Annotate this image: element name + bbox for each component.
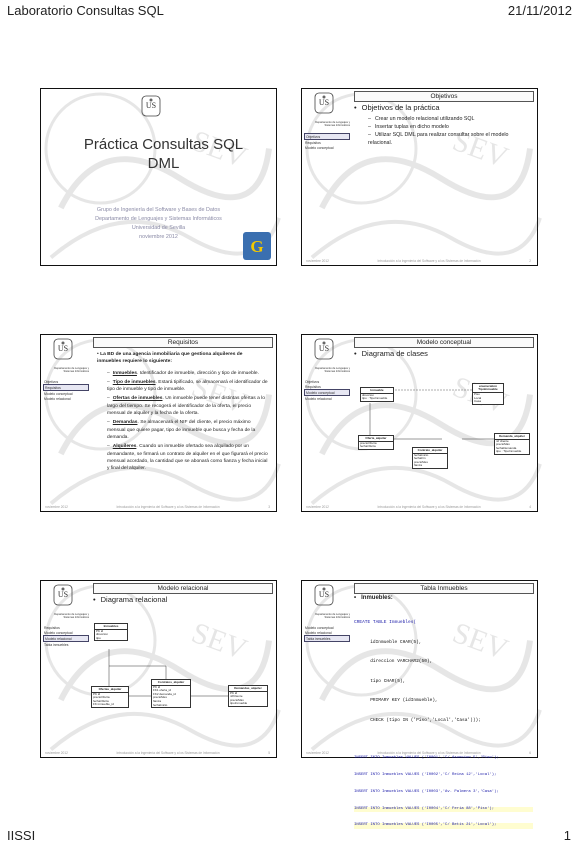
sidebar-caption: Departamento de Lenguajes y Sistemas Informáticos: [54, 367, 89, 373]
slide-thumbnail[interactable]: [301, 88, 538, 266]
table-name: Contratos_alquiler: [152, 680, 190, 686]
sidebar-item: Requisitos: [44, 625, 60, 630]
definition: . Cuando un inmueble ofertado sea alquilado por un demandante, se firmará un contrato de alquiler en el que figurará el precio mensual acordado, la cantidad que se abonará como fianza y fecha inicial y final del alquiler.: [107, 444, 268, 472]
code-line: CREATE TABLE Inmuebles(: [354, 620, 417, 625]
uml-class: [472, 383, 504, 405]
slide-number: 4: [529, 504, 531, 509]
table-column: fechaOferta: [93, 698, 109, 703]
relational-diagram-connectors: [41, 581, 278, 759]
bullet-text: • Inmuebles:: [354, 595, 533, 601]
slide-number: 2: [529, 258, 531, 263]
code-line: PRIMARY KEY (idInmueble),: [354, 698, 438, 703]
table-column: FK2 demanda_id: [153, 691, 176, 696]
db-table: [91, 686, 129, 708]
footer-text: Introducción a la Ingeniería del Software y a los Sistemas de Información: [377, 504, 481, 509]
code-line: INSERT INTO Inmuebles VALUES ('I0001','C/ Asuncion 5','Piso');: [354, 756, 499, 761]
slide-thumbnail[interactable]: [301, 334, 538, 512]
university-seal-icon: [53, 338, 73, 360]
sidebar-caption: Departamento de Lenguajes y Sistemas Informáticos: [315, 121, 350, 127]
class-diagram-connectors: [302, 335, 539, 513]
page-footer-course: IISSI: [7, 828, 36, 843]
sidebar-item: Objetivos: [305, 379, 320, 384]
slide-thumbnail[interactable]: [40, 334, 277, 512]
table-column: PK id: [96, 628, 104, 633]
db-table: [94, 623, 128, 641]
sidebar-item: Modelo relacional: [305, 630, 332, 635]
code-line: tipo CHAR(5),: [354, 678, 406, 684]
bullet-text: • Diagrama de clases: [354, 349, 533, 358]
cover-subtitle-line: Grupo de Ingeniería del Software y Bases de Datos: [96, 207, 221, 213]
footer-text: Introducción a la Ingeniería del Software y a los Sistemas de Información: [116, 504, 220, 509]
slide-footer: [45, 750, 270, 755]
table-column: direccion: [96, 632, 109, 637]
table-column: PK id: [230, 690, 238, 695]
uml-class: [494, 433, 530, 455]
sidebar-caption: Departamento de Lenguajes y Sistemas Informáticos: [315, 367, 350, 373]
footer-date: noviembre 2012: [306, 504, 329, 509]
sidebar-caption: Departamento de Lenguajes y Sistemas Informáticos: [54, 613, 89, 619]
footer-date: noviembre 2012: [306, 258, 329, 263]
db-table: [151, 679, 191, 708]
code-line: INSERT INTO Inmuebles VALUES ('I0005','C/ Betis 21','Local');: [354, 823, 533, 829]
class-name: enumeration TipoInmueble: [473, 384, 503, 393]
class-name: Inmueble: [361, 388, 393, 394]
slide-sidebar: [304, 92, 350, 150]
slide-body: [354, 103, 533, 256]
table-name: Demandas_alquiler: [229, 686, 267, 692]
class-attribute: fechaOferta: [360, 444, 376, 449]
code-line: idInmueble CHAR(5),: [354, 639, 422, 645]
class-attribute: direccion: [362, 392, 375, 397]
definition: . Estará tipificado, se almacenará el identificador de tipo de inmueble y tipo de inmueble.: [107, 379, 268, 393]
sidebar-item: Modelo relacional: [305, 396, 332, 401]
sidebar-item: Requisitos: [43, 384, 89, 391]
slide-title: Requisitos: [93, 337, 273, 348]
footer-text: Introducción a la Ingeniería del Software y a los Sistemas de Información: [377, 258, 481, 263]
table-column: fianza: [153, 698, 162, 703]
table-name: Inmuebles: [95, 624, 127, 630]
list-item: [107, 443, 268, 472]
table-column: FK1 oferta_id: [153, 688, 172, 693]
list-item: – Insertar tuplas en dicho modelo: [368, 123, 533, 131]
cover-subtitle: [71, 206, 246, 242]
slide-footer: [306, 258, 531, 263]
list-item: [107, 395, 268, 417]
term: Ofertas de inmuebles: [112, 396, 163, 402]
class-name: Contrato_alquiler: [413, 448, 447, 454]
footer-date: noviembre 2012: [45, 750, 68, 755]
slide-thumbnail[interactable]: [40, 88, 277, 266]
class-attribute: fechaInicio: [414, 452, 429, 457]
list-item: [107, 419, 268, 441]
page-number: 1: [563, 828, 571, 843]
sidebar-item: Modelo relacional: [43, 635, 89, 642]
create-table-code: [354, 607, 533, 737]
sidebar-item: Modelo conceptual: [304, 389, 350, 396]
code-line: INSERT INTO Inmuebles VALUES ('I0002','C/ Reina 12','Local');: [354, 772, 497, 777]
sidebar-item: Objetivos: [304, 133, 350, 140]
table-column: PK id: [153, 684, 161, 689]
code-line: CHECK (tipo IN ('Piso','Local','Casa')));: [354, 717, 481, 723]
slide-title: Objetivos: [354, 91, 534, 102]
term: Inmuebles: [112, 370, 137, 376]
uml-class: [358, 435, 394, 450]
list-item: [107, 370, 268, 377]
svg-text:G: G: [250, 237, 264, 256]
list-item: [107, 379, 268, 394]
slide-number: 5: [268, 750, 270, 755]
term: Demandas: [112, 420, 138, 426]
sidebar-item: Objetivos: [44, 379, 59, 384]
sidebar-item: Requisitos: [305, 140, 321, 145]
group-logo-icon: [242, 231, 272, 261]
sidebar-item: Modelo conceptual: [305, 145, 334, 150]
requirements-lead: • La BD de una agencia inmobiliaria que gestiona alquileres de inmuebles requiere lo siguiente:: [97, 352, 243, 365]
table-column: tipo: [96, 635, 101, 640]
sidebar-menu: [43, 379, 89, 401]
university-seal-icon: [314, 584, 334, 606]
code-line: INSERT INTO Inmuebles VALUES ('I0003','Av. Palmera 3','Casa');: [354, 789, 499, 794]
class-attribute: precioMax: [496, 442, 510, 447]
class-name: Demanda_alquiler: [495, 434, 529, 440]
table-column: tipoInmueble: [230, 701, 248, 706]
class-attribute: Piso: [474, 392, 480, 397]
page-header-title: Laboratorio Consultas SQL: [7, 3, 164, 18]
slide-footer: [45, 504, 270, 509]
slide-footer: [306, 504, 531, 509]
uml-class: [360, 387, 394, 402]
sidebar-item: Modelo relacional: [44, 396, 71, 401]
cover-title-line: DML: [147, 155, 180, 172]
slide-thumbnail[interactable]: [40, 580, 277, 758]
db-table: [228, 685, 268, 707]
university-seal-icon: [314, 92, 334, 114]
table-column: precioOferta: [93, 695, 110, 700]
table-column: PK id: [93, 691, 101, 696]
sidebar-item: Modelo conceptual: [305, 625, 334, 630]
uml-class: [412, 447, 448, 469]
insert-code: [354, 745, 533, 840]
slide-body: [97, 351, 268, 502]
definition: . Se almacenará el NIF del cliente, el precio máximo mensual que quiere pagar, tipo de inmueble que busca y fecha de la demanda.: [107, 420, 256, 440]
slide-sidebar: [43, 338, 89, 401]
bullet-text: • Diagrama relacional: [93, 595, 272, 604]
sidebar-item: Tabla inmuebles: [304, 635, 350, 642]
sidebar-menu: [304, 133, 350, 150]
class-attribute: tipo : TipoInmueble: [362, 396, 388, 401]
slide-number: 3: [268, 504, 270, 509]
table-column: precioMax: [230, 697, 244, 702]
definition: . Un inmueble puede tener distintas ofertas a lo largo del tiempo. Se recogerá el identificador de la oferta, el precio mensual de alquiler y la fecha de la oferta.: [107, 396, 265, 417]
list-item: – Crear un modelo relacional utilizando SQL: [368, 115, 533, 123]
slide-number: 6: [529, 750, 531, 755]
term: Tipo de inmuebles: [112, 379, 156, 385]
class-attribute: tipo : TipoInmueble: [496, 449, 522, 454]
class-attribute: Casa: [474, 399, 482, 404]
class-attribute: Local: [474, 395, 482, 400]
slide-title: Modelo relacional: [93, 583, 273, 594]
lead-text: La BD de una agencia inmobiliaria que gestiona alquileres de inmuebles requiere lo siguiente:: [97, 352, 243, 365]
footer-date: noviembre 2012: [306, 750, 329, 755]
cover-subtitle-line: noviembre 2012: [139, 234, 178, 240]
slide-cover-title: [61, 135, 266, 173]
term: Alquileres: [112, 444, 137, 450]
class-attribute: fechaDemanda: [496, 445, 517, 450]
university-seal-icon: [141, 95, 161, 122]
table-column: FK inmueble_id: [93, 702, 114, 707]
class-attribute: fianza: [414, 463, 423, 468]
footer-text: Introducción a la Ingeniería del Software y a los Sistemas de Información: [377, 750, 481, 755]
bullet-text: • Objetivos de la práctica: [354, 103, 533, 112]
class-name: Oferta_alquiler: [359, 436, 393, 442]
sidebar-menu: [304, 625, 350, 642]
table-column: precioMes: [153, 695, 167, 700]
slide-title: Modelo conceptual: [354, 337, 534, 348]
slide-title: Tabla Inmuebles: [354, 583, 534, 594]
sidebar-item: Modelo conceptual: [44, 391, 73, 396]
sidebar-item: Modelo conceptual: [44, 630, 73, 635]
table-name: Ofertas_alquiler: [92, 687, 128, 693]
cover-subtitle-line: Departamento de Lenguajes y Sistemas Informáticos: [95, 216, 222, 222]
class-attribute: precioMes: [414, 459, 428, 464]
class-attribute: fechaFin: [414, 456, 426, 461]
slide-footer: [306, 750, 531, 755]
page-header-date: 21/11/2012: [507, 3, 572, 18]
footer-text: Introducción a la Ingeniería del Software y a los Sistemas de Información: [116, 750, 220, 755]
table-column: nifCliente: [230, 694, 243, 699]
requirements-list: [97, 370, 268, 473]
cover-title-line: Práctica Consultas SQL: [83, 136, 244, 153]
table-column: fechaInicio: [153, 702, 168, 707]
bullet-list: [354, 115, 533, 147]
slide-thumbnail[interactable]: [301, 580, 538, 828]
class-attribute: precioOferta: [360, 440, 377, 445]
list-item: – Utilizar SQL DML para realizar consultar sobre el modelo relacional.: [368, 131, 533, 147]
class-attribute: nif cliente: [496, 438, 509, 443]
sidebar-caption: Departamento de Lenguajes y Sistemas Informáticos: [315, 613, 350, 619]
sidebar-item: Requisitos: [305, 384, 321, 389]
code-line: direccion VARCHAR2(50),: [354, 659, 433, 664]
cover-subtitle-line: Universidad de Sevilla: [131, 225, 186, 231]
code-line: INSERT INTO Inmuebles VALUES ('I0004','C/ Feria 88','Piso');: [354, 807, 533, 813]
definition: . Identificador de inmueble, dirección y tipo de inmueble.: [136, 370, 260, 376]
slide-sidebar: [304, 584, 350, 642]
sidebar-item: Tabla inmuebles: [44, 642, 69, 647]
footer-date: noviembre 2012: [45, 504, 68, 509]
